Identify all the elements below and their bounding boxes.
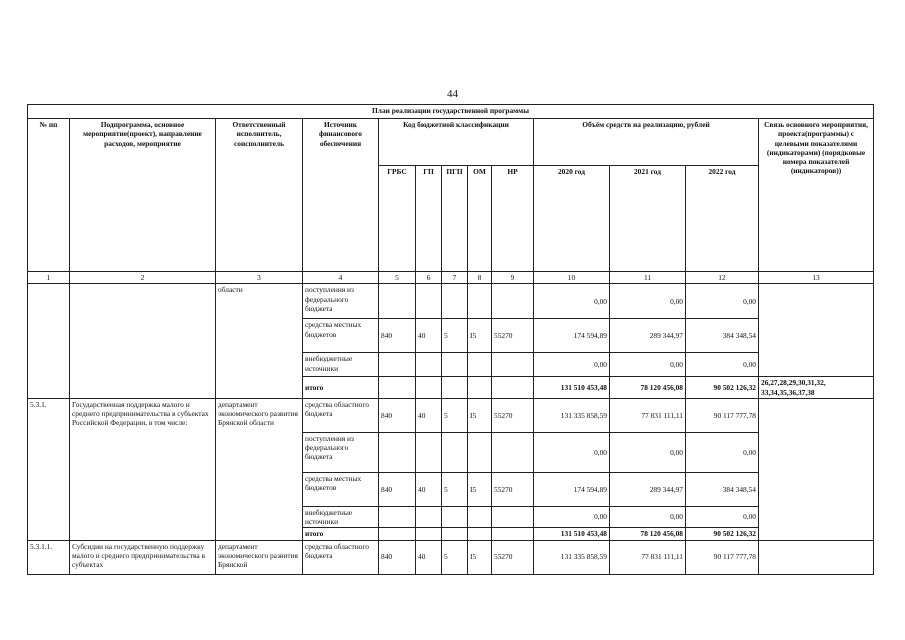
om-cell: I5 <box>468 319 492 353</box>
om-cell <box>468 506 492 528</box>
amount-2021-cell: 0,00 <box>610 353 686 377</box>
amount-2022-cell: 384 348,54 <box>686 472 759 506</box>
nr-cell <box>492 432 534 472</box>
header-source: Источник финансового обеспечения <box>303 119 379 272</box>
responsible-name: департамент экономического развития Брянской <box>216 540 303 574</box>
nr-cell: 55270 <box>492 472 534 506</box>
amount-2020-cell: 174 594,89 <box>534 472 610 506</box>
amount-2021-cell: 0,00 <box>610 284 686 319</box>
col-num: 5 <box>379 272 416 284</box>
col-num: 8 <box>468 272 492 284</box>
grbs-cell <box>379 284 416 319</box>
col-num: 7 <box>442 272 468 284</box>
grbs-cell: 840 <box>379 540 416 574</box>
amount-2022-cell: 384 348,54 <box>686 319 759 353</box>
page-number: 44 <box>447 88 458 100</box>
col-num: 12 <box>686 272 759 284</box>
total-2020: 131 510 453,48 <box>534 528 610 540</box>
header-program: Подпрограмма, основное мероприятие(проект), направление расходов, мероприятие <box>70 119 216 272</box>
col-num: 11 <box>610 272 686 284</box>
header-budget-code: Код бюджетной классификации <box>379 119 534 166</box>
header-funding: Объём средств на реализацию, рублей <box>534 119 759 166</box>
header-responsible: Ответственный исполнитель, соисполнитель <box>216 119 303 272</box>
amount-2021-cell: 77 831 111,11 <box>610 540 686 574</box>
gp-cell: 40 <box>416 319 442 353</box>
pgp-cell: 5 <box>442 540 468 574</box>
total-2022: 90 502 126,32 <box>686 528 759 540</box>
nr-cell: 55270 <box>492 540 534 574</box>
source-cell: средства областного бюджета <box>303 540 379 574</box>
header-gp: ГП <box>416 166 442 272</box>
om-cell <box>468 353 492 377</box>
amount-2021-cell: 289 344,97 <box>610 319 686 353</box>
program-name: Субсидии на государственную поддержку малого и среднего предпринимательства в субъектах <box>70 540 216 574</box>
col-num: 4 <box>303 272 379 284</box>
amount-2021-cell: 77 831 111,11 <box>610 398 686 432</box>
indicator-link-cell <box>759 540 874 574</box>
amount-2021-cell: 0,00 <box>610 432 686 472</box>
total-2021: 78 120 456,08 <box>610 528 686 540</box>
source-cell: внебюджетные источники <box>303 353 379 377</box>
amount-2020-cell: 174 594,89 <box>534 319 610 353</box>
total-label: итого <box>303 377 379 399</box>
nr-cell <box>492 353 534 377</box>
total-2021: 78 120 456,08 <box>610 377 686 399</box>
no-cell <box>28 284 70 399</box>
responsible-name: департамент экономического развития Брянской области <box>216 398 303 540</box>
responsible-cell: области <box>216 284 303 399</box>
header-link: Связь основного мероприятия, проекта(программы) с целевыми показателями (индикаторами) (порядковые номера показателей (индикаторов)) <box>759 119 874 272</box>
gp-cell: 40 <box>416 472 442 506</box>
nr-cell <box>492 284 534 319</box>
amount-2021-cell: 289 344,97 <box>610 472 686 506</box>
header-no: № пп <box>28 119 70 272</box>
amount-2022-cell: 0,00 <box>686 284 759 319</box>
table-title-row <box>28 105 874 119</box>
source-cell: средства областного бюджета <box>303 398 379 432</box>
grbs-cell: 840 <box>379 319 416 353</box>
total-2022: 90 502 126,32 <box>686 377 759 399</box>
header-2021: 2021 год <box>610 166 686 272</box>
om-cell: I5 <box>468 398 492 432</box>
amount-2020-cell: 0,00 <box>534 353 610 377</box>
row-number: 5.3.1.1. <box>28 540 70 574</box>
grbs-cell: 840 <box>379 398 416 432</box>
indicator-link-cell: 26,27,28,29,30,31,32, 33,34,35,36,37,38 <box>759 377 874 399</box>
pgp-cell <box>442 432 468 472</box>
header-om: ОМ <box>468 166 492 272</box>
col-num: 10 <box>534 272 610 284</box>
pgp-cell: 5 <box>442 319 468 353</box>
source-cell: поступления из федерального бюджета <box>303 432 379 472</box>
pgp-cell <box>442 353 468 377</box>
gp-cell: 40 <box>416 398 442 432</box>
source-cell: поступления из федерального бюджета <box>303 284 379 319</box>
nr-cell: 55270 <box>492 398 534 432</box>
header-nr: НР <box>492 166 534 272</box>
om-cell <box>468 284 492 319</box>
source-cell: внебюджетные источники <box>303 506 379 528</box>
program-cell <box>70 284 216 399</box>
amount-2022-cell: 90 117 777,78 <box>686 398 759 432</box>
amount-2022-cell: 0,00 <box>686 506 759 528</box>
gp-cell: 40 <box>416 540 442 574</box>
gp-cell <box>416 353 442 377</box>
empty-cell <box>468 377 492 399</box>
grbs-cell <box>379 506 416 528</box>
indicator-link-cell <box>759 398 874 540</box>
table-row <box>28 284 874 319</box>
source-cell: средства местных бюджетов <box>303 319 379 353</box>
col-num: 13 <box>759 272 874 284</box>
amount-2021-cell: 0,00 <box>610 506 686 528</box>
empty-cell <box>492 377 534 399</box>
row-number: 5.3.1. <box>28 398 70 540</box>
header-row <box>28 119 874 166</box>
empty-cell <box>379 528 416 540</box>
amount-2020-cell: 0,00 <box>534 506 610 528</box>
indicator-link-cell <box>759 284 874 377</box>
amount-2022-cell: 90 117 777,78 <box>686 540 759 574</box>
gp-cell <box>416 432 442 472</box>
om-cell <box>468 432 492 472</box>
program-name: Государственная поддержка малого и среднего предпринимательства в субъектах Российской Федерации, в том числе: <box>70 398 216 540</box>
source-cell: средства местных бюджетов <box>303 472 379 506</box>
total-2020: 131 510 453,48 <box>534 377 610 399</box>
amount-2020-cell: 131 335 858,59 <box>534 540 610 574</box>
om-cell: I5 <box>468 540 492 574</box>
table-row <box>28 540 874 574</box>
amount-2022-cell: 0,00 <box>686 353 759 377</box>
pgp-cell: 5 <box>442 398 468 432</box>
empty-cell <box>416 528 442 540</box>
empty-cell <box>416 377 442 399</box>
pgp-cell <box>442 284 468 319</box>
empty-cell <box>442 528 468 540</box>
empty-cell <box>442 377 468 399</box>
column-number-row <box>28 272 874 284</box>
header-pgp: ПГП <box>442 166 468 272</box>
col-num: 9 <box>492 272 534 284</box>
amount-2020-cell: 0,00 <box>534 432 610 472</box>
pgp-cell <box>442 506 468 528</box>
col-num: 3 <box>216 272 303 284</box>
gp-cell <box>416 284 442 319</box>
table-row <box>28 398 874 432</box>
nr-cell <box>492 506 534 528</box>
empty-cell <box>379 377 416 399</box>
nr-cell: 55270 <box>492 319 534 353</box>
grbs-cell <box>379 432 416 472</box>
om-cell: I5 <box>468 472 492 506</box>
table-title: План реализации государственной программы <box>28 105 874 119</box>
header-2022: 2022 год <box>686 166 759 272</box>
empty-cell <box>468 528 492 540</box>
header-2020: 2020 год <box>534 166 610 272</box>
header-grbs: ГРБС <box>379 166 416 272</box>
gp-cell <box>416 506 442 528</box>
empty-cell <box>492 528 534 540</box>
col-num: 2 <box>70 272 216 284</box>
total-label: итого <box>303 528 379 540</box>
grbs-cell: 840 <box>379 472 416 506</box>
amount-2022-cell: 0,00 <box>686 432 759 472</box>
amount-2020-cell: 0,00 <box>534 284 610 319</box>
col-num: 6 <box>416 272 442 284</box>
col-num: 1 <box>28 272 70 284</box>
grbs-cell <box>379 353 416 377</box>
program-plan-table <box>27 104 874 575</box>
pgp-cell: 5 <box>442 472 468 506</box>
amount-2020-cell: 131 335 858,59 <box>534 398 610 432</box>
